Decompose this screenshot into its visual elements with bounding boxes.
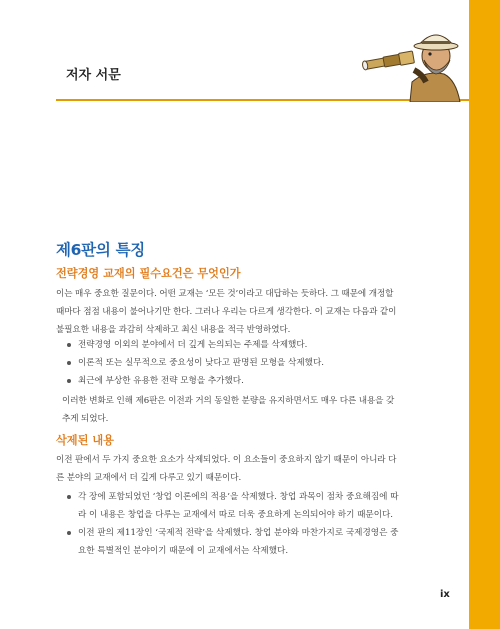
text-line: 요한 특별적인 분야이기 때문에 이 교재에서는 삭제했다. — [78, 546, 289, 556]
text-line: 때마다 점점 내용이 불어나기만 한다. 그러나 우리는 다르게 생각한다. 이 교재는 다음과 같이 — [56, 307, 397, 317]
deleted-paragraph — [56, 451, 464, 487]
closing-paragraph — [56, 392, 464, 428]
explorer-with-telescope-icon — [356, 22, 462, 102]
text-line: 각 장에 포함되었던 ‘창업 이론에의 적용’을 삭제했다. 창업 과목이 점차 중요해짐에 따 — [78, 492, 399, 502]
section-title: 제6판의 특징 — [56, 241, 145, 259]
text-line: 이는 매우 중요한 질문이다. 어떤 교재는 ‘모든 것’이라고 대답하는 듯하다. 그 때문에 개정할 — [56, 289, 394, 299]
list-item: 전략경영 이외의 분야에서 더 깊게 논의되는 주제를 삭제했다. — [66, 336, 458, 354]
text-line: 이전 판에서 두 가지 중요한 요소가 삭제되었다. 이 요소들이 중요하지 않기 때문이 아니라 다 — [56, 455, 397, 465]
list-item: 이론적 또는 실무적으로 중요성이 낮다고 판명된 모형을 삭제했다. — [66, 354, 458, 372]
changes-bullet-list — [66, 336, 458, 390]
subsection-heading-deleted: 삭제된 내용 — [56, 434, 114, 447]
running-header-title: 저자 서문 — [66, 68, 121, 83]
list-item — [66, 488, 458, 524]
list-item — [66, 524, 458, 560]
text-line: 추게 되었다. — [62, 414, 109, 424]
right-edge-color-bar — [469, 0, 500, 629]
subsection-heading-requirements: 전략경영 교재의 필수요건은 무엇인가 — [56, 267, 241, 280]
text-line: 이러한 변화로 인해 제6판은 이전과 거의 동일한 분량을 유지하면서도 매우 다른 내용을 갖 — [62, 396, 395, 406]
text-line: 이전 판의 제11장인 ‘국제적 전략’을 삭제했다. 창업 분야와 마찬가지로 국제경영은 중 — [78, 528, 399, 538]
deleted-bullet-list — [66, 488, 458, 560]
text-line: 불필요한 내용을 과감히 삭제하고 최신 내용을 적극 반영하였다. — [56, 325, 291, 335]
text-line: 른 분야의 교재에서 더 깊게 다루고 있기 때문이다. — [56, 473, 242, 483]
text-line: 라 이 내용은 창업을 다루는 교재에서 따로 더욱 중요하게 논의되어야 하기 때문이다. — [78, 510, 394, 520]
page-number: ix — [440, 589, 450, 600]
intro-paragraph — [56, 285, 464, 339]
list-item: 최근에 부상한 유용한 전략 모형을 추가했다. — [66, 372, 458, 390]
